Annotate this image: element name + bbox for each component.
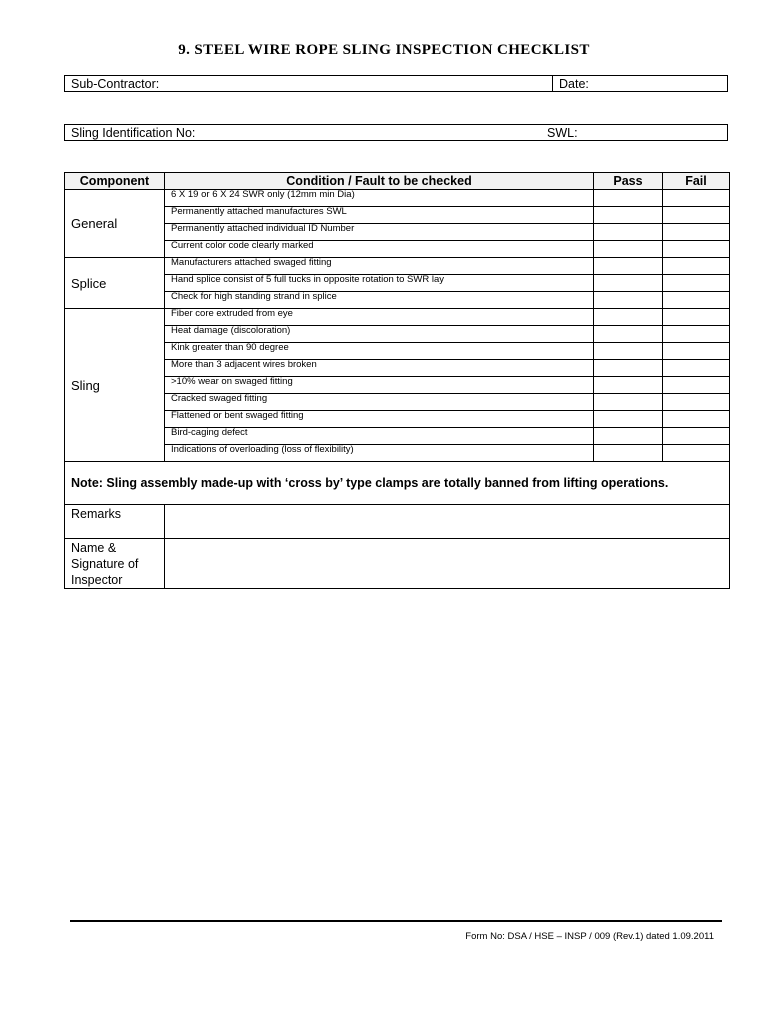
- table-row: [65, 224, 730, 241]
- swl-field[interactable]: [541, 125, 728, 140]
- pass-checkbox-cell[interactable]: [594, 275, 663, 292]
- fail-checkbox-cell[interactable]: [663, 377, 730, 394]
- component-cell: Splice: [65, 258, 165, 309]
- condition-cell: Current color code clearly marked: [165, 241, 594, 258]
- fail-checkbox-cell[interactable]: [663, 428, 730, 445]
- pass-header: Pass: [594, 173, 663, 190]
- fail-checkbox-cell[interactable]: [663, 411, 730, 428]
- table-row: [65, 258, 730, 275]
- table-row: [65, 275, 730, 292]
- sub-contractor-field[interactable]: [65, 76, 552, 91]
- fail-checkbox-cell[interactable]: [663, 343, 730, 360]
- sling-id-label: Sling Identification No:: [71, 126, 196, 140]
- pass-checkbox-cell[interactable]: [594, 224, 663, 241]
- note-row: [65, 462, 730, 505]
- pass-checkbox-cell[interactable]: [594, 309, 663, 326]
- date-field[interactable]: [553, 76, 728, 91]
- sub-contractor-label: Sub-Contractor:: [71, 77, 160, 91]
- table-row: [65, 207, 730, 224]
- form-number: Form No: DSA / HSE – INSP / 009 (Rev.1) dated 1.09.2011: [465, 931, 714, 942]
- pass-checkbox-cell[interactable]: [594, 394, 663, 411]
- pass-checkbox-cell[interactable]: [594, 343, 663, 360]
- table-row: [65, 343, 730, 360]
- inspector-row: [65, 539, 730, 589]
- table-row: [65, 241, 730, 258]
- table-row: [65, 326, 730, 343]
- fail-checkbox-cell[interactable]: [663, 224, 730, 241]
- sling-id-row: [64, 124, 728, 141]
- pass-checkbox-cell[interactable]: [594, 428, 663, 445]
- condition-cell: Kink greater than 90 degree: [165, 343, 594, 360]
- table-row: [65, 190, 730, 207]
- fail-checkbox-cell[interactable]: [663, 275, 730, 292]
- condition-cell: Hand splice consist of 5 full tucks in opposite rotation to SWR lay: [165, 275, 594, 292]
- fail-checkbox-cell[interactable]: [663, 241, 730, 258]
- condition-cell: Bird-caging defect: [165, 428, 594, 445]
- fail-checkbox-cell[interactable]: [663, 360, 730, 377]
- component-cell: Sling: [65, 309, 165, 462]
- condition-cell: Permanently attached individual ID Number: [165, 224, 594, 241]
- remarks-row: [65, 505, 730, 539]
- pass-checkbox-cell[interactable]: [594, 360, 663, 377]
- pass-checkbox-cell[interactable]: [594, 411, 663, 428]
- fail-checkbox-cell[interactable]: [663, 309, 730, 326]
- condition-cell: Flattened or bent swaged fitting: [165, 411, 594, 428]
- pass-checkbox-cell[interactable]: [594, 258, 663, 275]
- remarks-label: Remarks: [65, 505, 165, 539]
- condition-cell: More than 3 adjacent wires broken: [165, 360, 594, 377]
- fail-checkbox-cell[interactable]: [663, 207, 730, 224]
- pass-checkbox-cell[interactable]: [594, 241, 663, 258]
- table-row: [65, 377, 730, 394]
- condition-cell: Permanently attached manufactures SWL: [165, 207, 594, 224]
- condition-cell: 6 X 19 or 6 X 24 SWR only (12mm min Dia): [165, 190, 594, 207]
- fail-checkbox-cell[interactable]: [663, 394, 730, 411]
- sling-id-field[interactable]: [65, 125, 541, 140]
- table-row: [65, 309, 730, 326]
- table-row: [65, 394, 730, 411]
- table-row: [65, 292, 730, 309]
- remarks-input[interactable]: [165, 505, 730, 539]
- condition-header: Condition / Fault to be checked: [165, 173, 594, 190]
- pass-checkbox-cell[interactable]: [594, 190, 663, 207]
- table-row: [65, 445, 730, 462]
- condition-cell: Cracked swaged fitting: [165, 394, 594, 411]
- pass-checkbox-cell[interactable]: [594, 445, 663, 462]
- condition-cell: Indications of overloading (loss of flexibility): [165, 445, 594, 462]
- inspection-table: [64, 172, 730, 589]
- condition-cell: >10% wear on swaged fitting: [165, 377, 594, 394]
- condition-cell: Manufacturers attached swaged fitting: [165, 258, 594, 275]
- table-header-row: [65, 173, 730, 190]
- fail-checkbox-cell[interactable]: [663, 258, 730, 275]
- table-row: [65, 360, 730, 377]
- inspector-label: Name & Signature of Inspector: [65, 539, 165, 589]
- fail-header: Fail: [663, 173, 730, 190]
- date-label: Date:: [559, 77, 589, 91]
- pass-checkbox-cell[interactable]: [594, 207, 663, 224]
- condition-cell: Fiber core extruded from eye: [165, 309, 594, 326]
- page-title: 9. STEEL WIRE ROPE SLING INSPECTION CHECKLIST: [178, 42, 590, 58]
- note-text: Note: Sling assembly made-up with ‘cross by’ type clamps are totally banned from lifting operations.: [65, 462, 730, 505]
- table-row: [65, 411, 730, 428]
- inspector-signature-input[interactable]: [165, 539, 730, 589]
- pass-checkbox-cell[interactable]: [594, 377, 663, 394]
- pass-checkbox-cell[interactable]: [594, 292, 663, 309]
- component-cell: General: [65, 190, 165, 258]
- swl-label: SWL:: [547, 126, 578, 140]
- fail-checkbox-cell[interactable]: [663, 445, 730, 462]
- fail-checkbox-cell[interactable]: [663, 292, 730, 309]
- fail-checkbox-cell[interactable]: [663, 326, 730, 343]
- table-row: [65, 428, 730, 445]
- condition-cell: Heat damage (discoloration): [165, 326, 594, 343]
- footer-divider: [70, 920, 722, 922]
- component-header: Component: [65, 173, 165, 190]
- pass-checkbox-cell[interactable]: [594, 326, 663, 343]
- fail-checkbox-cell[interactable]: [663, 190, 730, 207]
- sub-contractor-row: [64, 75, 728, 92]
- condition-cell: Check for high standing strand in splice: [165, 292, 594, 309]
